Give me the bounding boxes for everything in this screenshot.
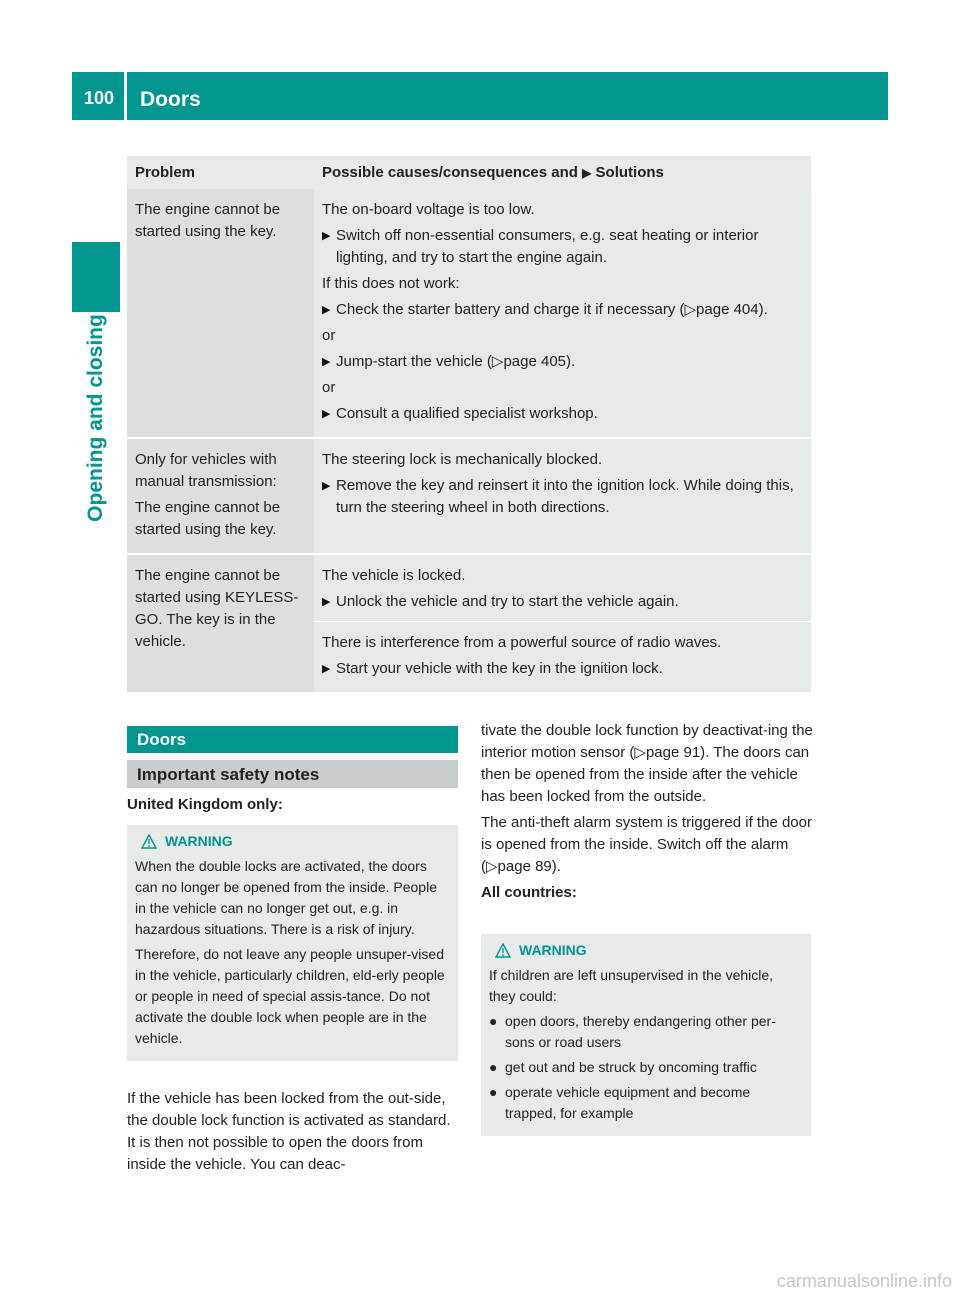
step-arrow-icon: ▶ (322, 596, 331, 608)
step-text: Remove the key and reinsert it into the ignition lock. While doing this, turn the steering wheel in both directions. (336, 477, 794, 516)
body-paragraphs (481, 720, 813, 908)
page-reference[interactable]: page 404). (696, 301, 768, 318)
step-text-part: Check the starter battery and charge it if necessary ( (336, 301, 685, 318)
page-ref-arrow-icon: ▷ (486, 858, 498, 875)
problem-cell (127, 189, 314, 437)
table-row (127, 555, 811, 692)
paragraph-text (481, 720, 813, 808)
header-divider (124, 72, 127, 120)
page-ref-arrow-icon: ▷ (491, 353, 504, 370)
warning-bullet-list (489, 1011, 803, 1124)
warning-box (127, 825, 458, 1061)
sub-separator (314, 621, 811, 622)
problem-text: The engine cannot be started using the key. (135, 201, 281, 240)
step-arrow-icon: ▶ (322, 356, 331, 368)
warning-box (481, 934, 811, 1136)
cause-text: There is interference from a powerful source of radio waves. (322, 634, 722, 651)
list-item-text: get out and be struck by oncoming traffic (505, 1059, 757, 1075)
warning-triangle-icon (495, 943, 511, 958)
cause-text: The vehicle is locked. (322, 567, 466, 584)
section-heading-doors: Doors (127, 726, 458, 753)
column-header-solutions-text: Possible causes/consequences and (322, 164, 578, 181)
list-item (489, 1011, 803, 1053)
solution-step (322, 351, 805, 373)
page-number: 100 (84, 88, 115, 108)
problem-cell (127, 439, 314, 553)
page-reference[interactable]: page 405). (503, 353, 576, 370)
header-title: Doors (140, 88, 201, 111)
problem-text: Only for vehicles with manual transmission: (135, 451, 277, 490)
page-reference[interactable]: page 91). The doors can then be opened from the inside after the vehicle has been locked from the outside. (481, 744, 810, 805)
table-header (127, 156, 811, 189)
or-text: or (322, 379, 336, 396)
watermark: carmanualsonline.info (776, 1271, 952, 1291)
solution-step (322, 658, 805, 680)
problem-cell (127, 555, 314, 692)
step-arrow-icon: ▶ (322, 304, 331, 316)
problem-text: The engine cannot be started using KEYLESS-GO. The key is in the vehicle. (135, 567, 299, 650)
step-text: Unlock the vehicle and try to start the vehicle again. (336, 593, 679, 610)
table-row (127, 189, 811, 437)
solution-cell (314, 189, 811, 437)
warning-text: Therefore, do not leave any people unsuper-vised in the vehicle, particularly children, eld-erly people or people in need of special assis-tance. Do not activate the double lock when people are in the vehicle. (135, 946, 445, 1046)
cause-text: The steering lock is mechanically blocked. (322, 451, 603, 468)
solution-step (322, 591, 805, 613)
all-countries-label: All countries: (481, 884, 577, 901)
step-arrow-icon: ▶ (322, 230, 331, 242)
solution-step (322, 403, 805, 425)
step-arrow-icon: ▶ (322, 480, 331, 492)
warning-text: If children are left unsupervised in the vehicle, they could: (489, 967, 774, 1004)
warning-title (135, 831, 450, 852)
page-ref-arrow-icon: ▷ (684, 301, 697, 318)
list-item-text: open doors, thereby endangering other per-sons or road users (505, 1013, 776, 1050)
paragraph-text-part: tivate the double lock function by deactivat-ing the interior motion sensor ( (481, 722, 813, 761)
list-item-text: operate vehicle equipment and become trapped, for example (505, 1084, 751, 1121)
bullet-icon: ● (489, 1084, 498, 1100)
body-paragraph (127, 1088, 461, 1180)
side-tab-block (72, 242, 120, 312)
solution-cell (314, 555, 811, 692)
step-text (336, 299, 768, 321)
table-row (127, 439, 811, 553)
column-header-solutions (314, 156, 811, 189)
paragraph-text (481, 812, 813, 878)
step-arrow-icon: ▶ (322, 663, 331, 675)
step-text: Start your vehicle with the key in the ignition lock. (336, 660, 663, 677)
cause-text: If this does not work: (322, 275, 460, 292)
step-text: Consult a qualified specialist workshop. (336, 405, 598, 422)
paragraph-text-part: The anti-theft alarm system is triggered if the door is opened from the inside. Switch off the alarm ( (481, 814, 812, 875)
uk-label: United Kingdom only: (127, 796, 283, 813)
side-chapter-label: Opening and closing (84, 314, 107, 522)
or-text: or (322, 327, 336, 344)
warning-triangle-icon (141, 834, 157, 849)
page-ref-arrow-icon: ▷ (634, 744, 646, 761)
warning-title-text: WARNING (519, 942, 587, 958)
bullet-icon: ● (489, 1013, 498, 1029)
warning-title (489, 940, 803, 961)
troubleshooting-table (127, 156, 811, 692)
bullet-icon: ● (489, 1059, 498, 1075)
paragraph-text: If the vehicle has been locked from the out-side, the double lock function is activated as standard. It is then not possible to open the doors from inside the vehicle. You can deac- (127, 1090, 451, 1173)
column-header-solutions-label: Solutions (595, 164, 664, 181)
step-text-part: Jump-start the vehicle ( (336, 353, 492, 370)
list-item (489, 1057, 803, 1078)
solution-step (322, 299, 805, 321)
warning-text: When the double locks are activated, the doors can no longer be opened from the inside. People in the vehicle can no longer get out, e.g. in hazardous situations. There is a risk of injury. (135, 858, 437, 937)
cause-text: The on-board voltage is too low. (322, 201, 535, 218)
list-item (489, 1082, 803, 1124)
subsection-heading-safety: Important safety notes (127, 760, 458, 788)
step-text: Switch off non-essential consumers, e.g. seat heating or interior lighting, and try to start the engine again. (336, 227, 759, 266)
solution-cell (314, 439, 811, 553)
solution-step (322, 475, 805, 519)
step-text (336, 351, 575, 373)
warning-title-text: WARNING (165, 833, 233, 849)
problem-text: The engine cannot be started using the key. (135, 499, 281, 538)
solution-arrow-icon: ▶ (582, 166, 592, 180)
page-reference[interactable]: page 89). (497, 858, 561, 875)
solution-step (322, 225, 805, 269)
step-arrow-icon: ▶ (322, 408, 331, 420)
column-header-problem: Problem (135, 164, 196, 181)
